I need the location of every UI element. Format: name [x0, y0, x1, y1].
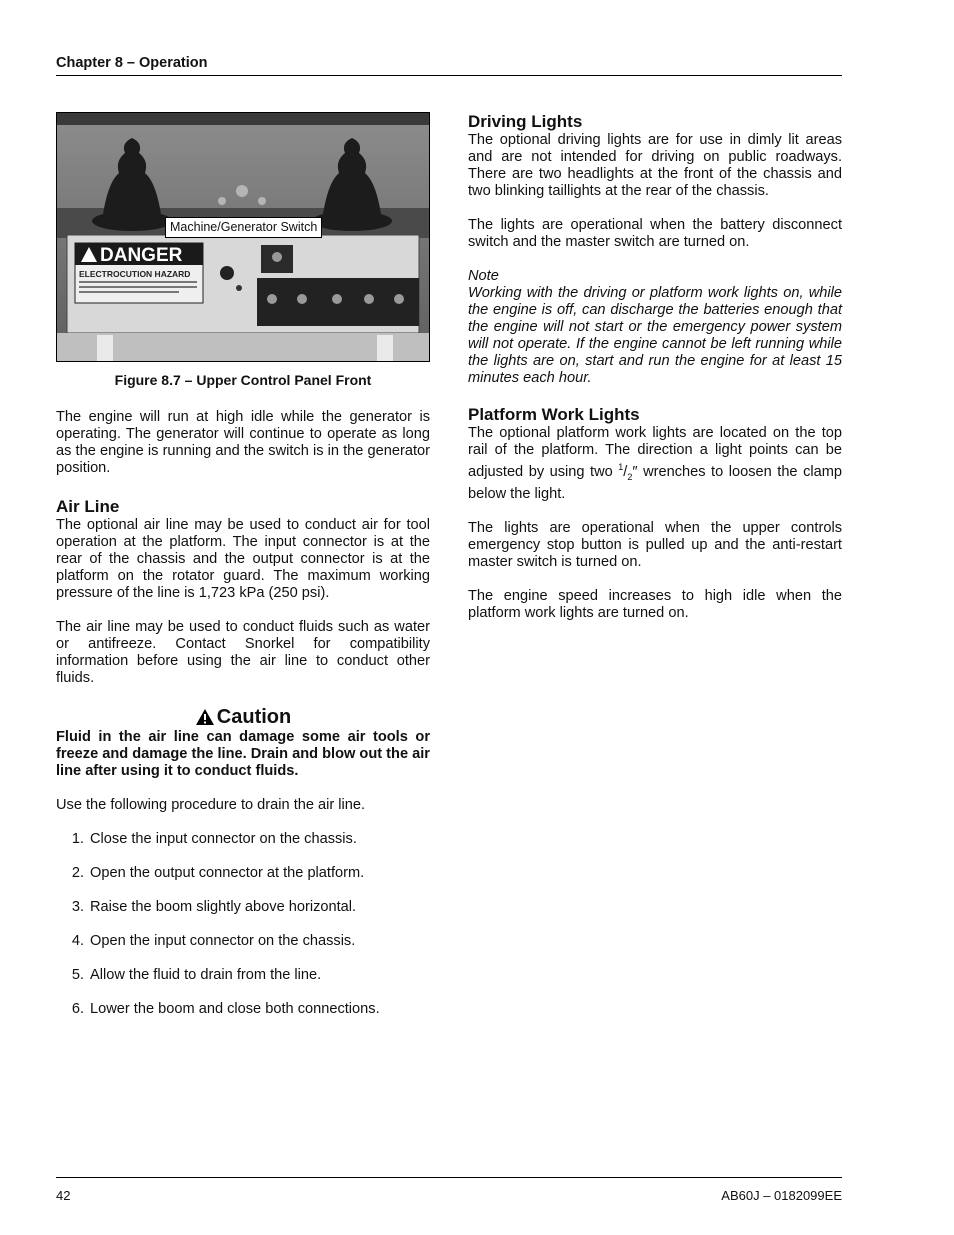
- air-line-paragraph-1: The optional air line may be used to conduct air for tool operation at the platform. The input connector is at the rear of the chassis and the output connector is at the platform on the rotator guard. The maximum working pressure of the line is 1,723 kPa (250 psi).: [56, 517, 430, 601]
- procedure-intro: Use the following procedure to drain the air line.: [56, 797, 366, 813]
- step-text: Open the input connector on the chassis.: [90, 933, 356, 949]
- platform-p1-text-b: ″ wrenches to loosen the clamp below the light.: [468, 463, 842, 502]
- platform-lights-paragraph-2: The lights are operational when the upper controls emergency stop button is pulled up and the anti-restart master switch is turned on.: [468, 519, 842, 570]
- list-item: [56, 933, 430, 950]
- driving-lights-paragraph-1: The optional driving lights are for use in dimly lit areas and are not intended for driving on public roadways. There are two headlights at the front of the chassis and two blinking taillights at the rear of the chassis.: [468, 132, 842, 199]
- warning-triangle-icon: [195, 708, 215, 726]
- list-item: [56, 899, 430, 916]
- fraction-denominator: 2: [627, 471, 633, 482]
- list-item: [56, 1001, 430, 1018]
- step-text: Open the output connector at the platform.: [90, 865, 365, 881]
- figure-photo: [56, 112, 430, 362]
- note-text: Working with the driving or platform work lights on, while the engine is off, can discharge the batteries enough that the engine will not start or the emergency power system will not operate. If the engine cannot be left running while the lights are on, start and run the engine for at least 15 minutes each hour.: [468, 285, 842, 386]
- step-number: 4.: [71, 933, 84, 949]
- header-rule: [56, 75, 842, 76]
- step-text: Allow the fluid to drain from the line.: [90, 967, 322, 983]
- caution-text: Fluid in the air line can damage some air tools or freeze and damage the line. Drain and blow out the air line after using it to conduct fluids.: [56, 729, 430, 779]
- step-text: Raise the boom slightly above horizontal.: [90, 899, 357, 915]
- platform-lights-paragraph-3: The engine speed increases to high idle when the platform work lights are turned on.: [468, 587, 842, 621]
- note-label: Note: [468, 268, 499, 284]
- driving-lights-heading: Driving Lights: [468, 112, 583, 131]
- platform-work-lights-heading: Platform Work Lights: [468, 405, 640, 424]
- list-item: [56, 831, 430, 848]
- step-number: 6.: [71, 1001, 84, 1017]
- footer-rule: [56, 1177, 842, 1178]
- procedure-steps: [56, 831, 430, 1018]
- page-number: 42: [56, 1188, 71, 1203]
- step-number: 2.: [71, 865, 84, 881]
- figure-callout-label: Machine/Generator Switch: [165, 217, 322, 238]
- left-column: [56, 112, 430, 1035]
- platform-lights-paragraph-1: The optional platform work lights are located on the top rail of the platform. The direction a light points can be adjusted by using two $^1/_2''$ wrenches to loosen the clamp below the light.: [468, 425, 842, 502]
- step-text: Lower the boom and close both connections.: [90, 1001, 380, 1017]
- list-item: [56, 967, 430, 984]
- danger-sign-text: DANGER: [100, 245, 183, 266]
- figure-caption: Figure 8.7 – Upper Control Panel Front: [114, 372, 372, 388]
- step-number: 5.: [71, 967, 84, 983]
- caution-heading-row: [56, 705, 430, 729]
- document-id: AB60J – 0182099EE: [721, 1188, 842, 1203]
- chapter-header: Chapter 8 – Operation: [56, 55, 208, 71]
- right-column: [468, 112, 842, 622]
- air-line-heading: Air Line: [56, 497, 120, 516]
- generator-intro-paragraph: The engine will run at high idle while the generator is operating. The generator will continue to operate as long as the engine is running and the switch is in the generator position.: [56, 409, 430, 476]
- step-text: Close the input connector on the chassis.: [90, 831, 357, 847]
- caution-heading: Caution: [216, 706, 292, 728]
- fraction-numerator: 1: [618, 462, 624, 472]
- step-number: 3.: [71, 899, 84, 915]
- platform-p1-text-a: The optional platform work lights are located on the top rail of the platform. The direction a light points can be adjusted by using two: [468, 425, 842, 480]
- danger-sign-subtext: ELECTROCUTION HAZARD: [79, 269, 191, 279]
- step-number: 1.: [71, 831, 84, 847]
- driving-lights-paragraph-2: The lights are operational when the battery disconnect switch and the master switch are turned on.: [468, 217, 842, 250]
- air-line-paragraph-2: The air line may be used to conduct fluids such as water or antifreeze. Contact Snorkel for compatibility information before using the air line to conduct other fluids.: [56, 619, 430, 686]
- list-item: [56, 865, 430, 882]
